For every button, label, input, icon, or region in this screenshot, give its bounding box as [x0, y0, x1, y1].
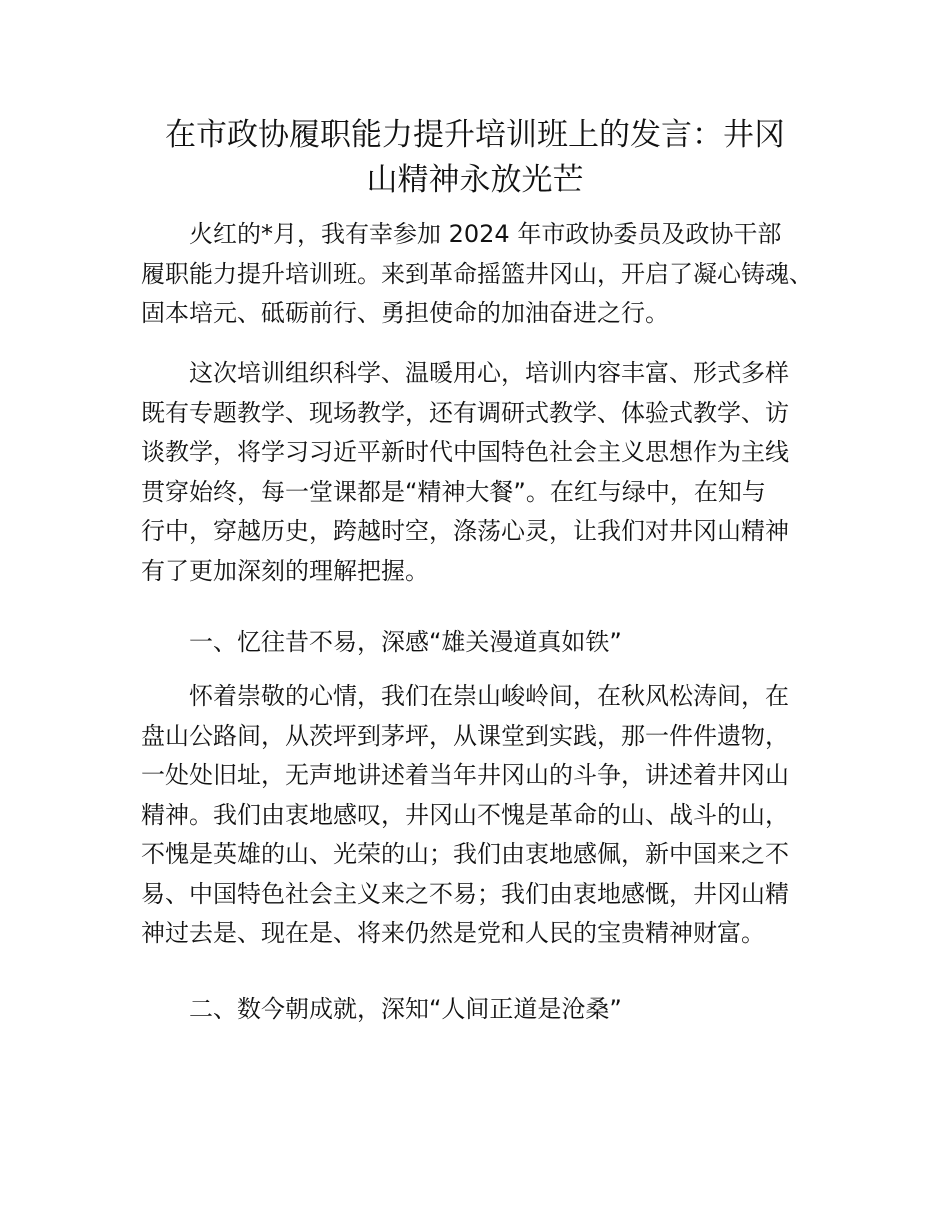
paragraph-line: 既有专题教学、现场教学，还有调研式教学、体验式教学、访	[141, 398, 789, 427]
title-line-1: 在市政协履职能力提升培训班上的发言：井冈	[165, 117, 785, 153]
section-heading-1	[141, 623, 831, 663]
section-heading-2	[141, 990, 831, 1030]
paragraph-line: 火红的*月，我有幸参加 2024 年市政协委员及政协干部	[189, 220, 782, 248]
paragraph-line: 谈教学，将学习习近平新时代中国特色社会主义思想作为主线	[141, 438, 789, 466]
paragraph-line: 有了更加深刻的理解把握。	[141, 556, 429, 585]
paragraph-line: 怀着崇敬的心情，我们在崇山峻岭间，在秋风松涛间，在	[189, 682, 789, 710]
paragraph-line: 神过去是、现在是、将来仍然是党和人民的宝贵精神财富。	[141, 919, 765, 947]
title-line-2: 山精神永放光芒	[366, 162, 584, 198]
paragraph-intro	[141, 215, 831, 334]
paragraph-line: 一处处旧址，无声地讲述着当年井冈山的斗争，讲述着井冈山	[141, 761, 789, 789]
paragraph-line: 固本培元、砥砺前行、勇担使命的加油奋进之行。	[141, 299, 669, 327]
paragraph-line: 不愧是英雄的山、光荣的山；我们由衷地感佩，新中国来之不	[141, 840, 789, 868]
document-title	[140, 113, 810, 203]
paragraph-training	[141, 354, 831, 591]
section-heading-text: 一、忆往昔不易，深感“雄关漫道真如铁”	[189, 628, 622, 656]
paragraph-line: 贯穿始终，每一堂课都是“精神大餐”。在红与绿中，在知与	[141, 477, 766, 506]
paragraph-line: 易、中国特色社会主义来之不易；我们由衷地感慨，井冈山精	[141, 879, 789, 908]
paragraph-line: 这次培训组织科学、温暖用心，培训内容丰富、形式多样	[189, 359, 789, 387]
section-heading-text: 二、数今朝成就，深知“人间正道是沧桑”	[189, 995, 622, 1023]
paragraph-line: 精神。我们由衷地感叹，井冈山不愧是革命的山、战斗的山，	[141, 800, 789, 829]
paragraph-line: 履职能力提升培训班。来到革命摇篮井冈山，开启了凝心铸魂、	[141, 259, 813, 288]
paragraph-line: 盘山公路间，从茨坪到茅坪，从课堂到实践，那一件件遗物，	[141, 721, 789, 750]
paragraph-reverence	[141, 677, 831, 954]
paragraph-line: 行中，穿越历史，跨越时空，涤荡心灵，让我们对井冈山精神	[141, 517, 789, 545]
